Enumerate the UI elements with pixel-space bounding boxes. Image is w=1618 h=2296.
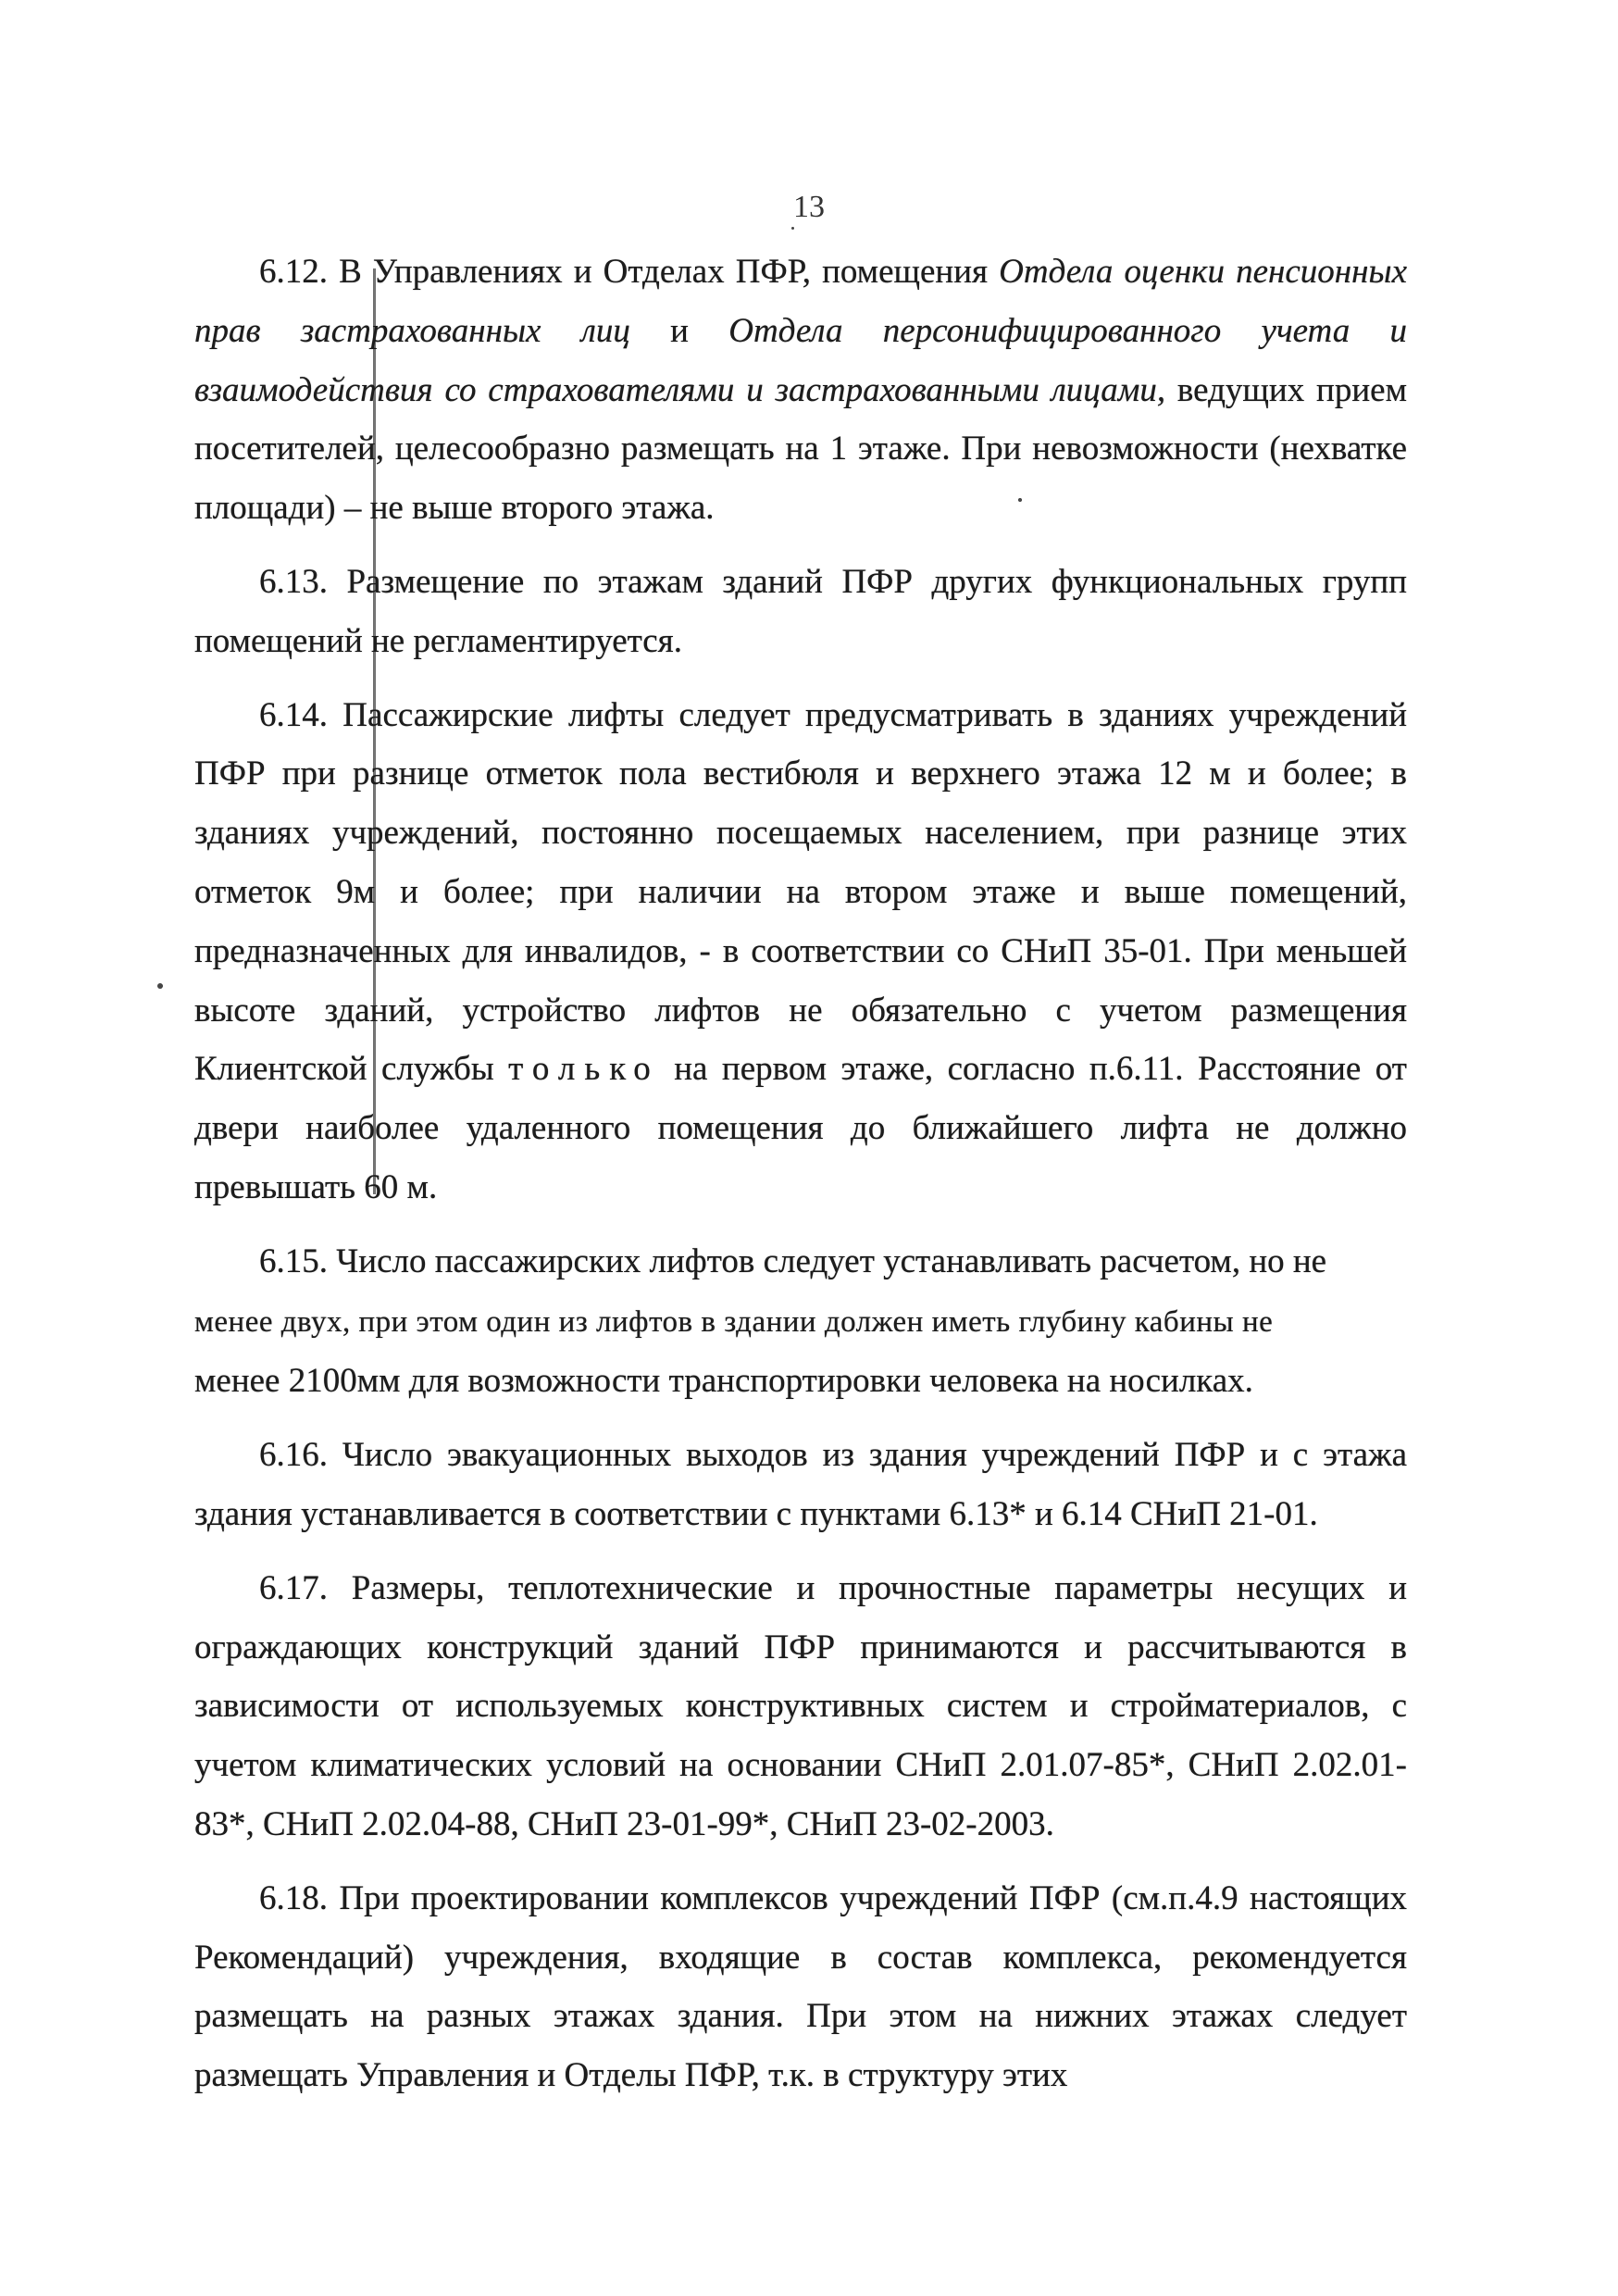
p612-mid: и [629, 311, 729, 350]
p614-after: на первом этаже, согласно п.6.11. Расстояние от двери наиболее удаленного помещения до ближайшего лифта не должно превышать 60 м. [194, 1050, 1407, 1206]
document-body [194, 243, 1407, 2105]
paragraph-6-13: 6.13. Размещение по этажам зданий ПФР других функциональных групп помещений не регламентируется. [194, 562, 1407, 660]
p615-line-2: менее двух, при этом один из лифтов в здании должен иметь глубину кабины не [194, 1304, 1274, 1339]
p612-dept-assessment: Отдела оценки пенсионных прав застрахованных лиц [194, 253, 1407, 350]
p615-line-1: 6.15. Число пассажирских лифтов следует устанавливать расчетом, но не [259, 1242, 1327, 1280]
paragraph-6-14 [194, 686, 1407, 1217]
paragraph-6-17: 6.17. Размеры, теплотехнические и прочностные параметры несущих и ограждающих конструкций зданий ПФР принимаются и рассчитываются в зависимости от используемых конструктивных систем и стройматериалов, с учетом климатических условий на основании СНиП 2.01.07-85*, СНиП 2.02.01-83*, СНиП 2.02.04-88, СНиП 23-01-99*, СНиП 23-02-2003. [194, 1568, 1407, 1843]
p614-spaced-word: только [508, 1050, 660, 1089]
scan-speck [791, 227, 794, 230]
p612-tail: ведущих прием посетителей, целесообразно размещать на 1 этаже. При невозможности (нехватке площади) – не выше второго этажа. [194, 370, 1407, 528]
paragraph-6-12 [194, 243, 1407, 538]
scan-speck [157, 983, 163, 989]
p614-before: 6.14. Пассажирские лифты следует предусматривать в зданиях учреждений ПФР при разнице отметок пола вестибюля и верхнего этажа 12 м и более; в зданиях учреждений, постоянно посещаемых населением, при разнице этих отметок 9м и более; при наличии на втором этаже и выше помещений, предназначенных для инвалидов, - в соответствии со СНиП 35-01. При меньшей высоте зданий, устройство лифтов не обязательно с учетом размещения Клиентской службы [194, 695, 1407, 1089]
page-number: 13 [793, 190, 825, 224]
p612-dept-personified: Отдела персонифицированного учета и взаимодействия со страхователями и застрахованными лицами, [194, 311, 1407, 409]
p612-lead: 6.12. В Управлениях и Отделах ПФР, помещения [259, 253, 1000, 291]
paragraph-6-18: 6.18. При проектировании комплексов учреждений ПФР (см.п.4.9 настоящих Рекомендаций) учреждения, входящие в состав комплекса, рекомендуется размещать на разных этажах здания. При этом на нижних этажах следует размещать Управления и Отделы ПФР, т.к. в структуру этих [194, 1878, 1407, 2095]
paragraph-6-15 [194, 1232, 1407, 1411]
p615-line-3: менее 2100мм для возможности транспортировки человека на носилках. [194, 1362, 1253, 1401]
paragraph-6-16: 6.16. Число эвакуационных выходов из здания учреждений ПФР и с этажа здания устанавливается в соответствии с пунктами 6.13* и 6.14 СНиП 21-01. [194, 1436, 1407, 1533]
